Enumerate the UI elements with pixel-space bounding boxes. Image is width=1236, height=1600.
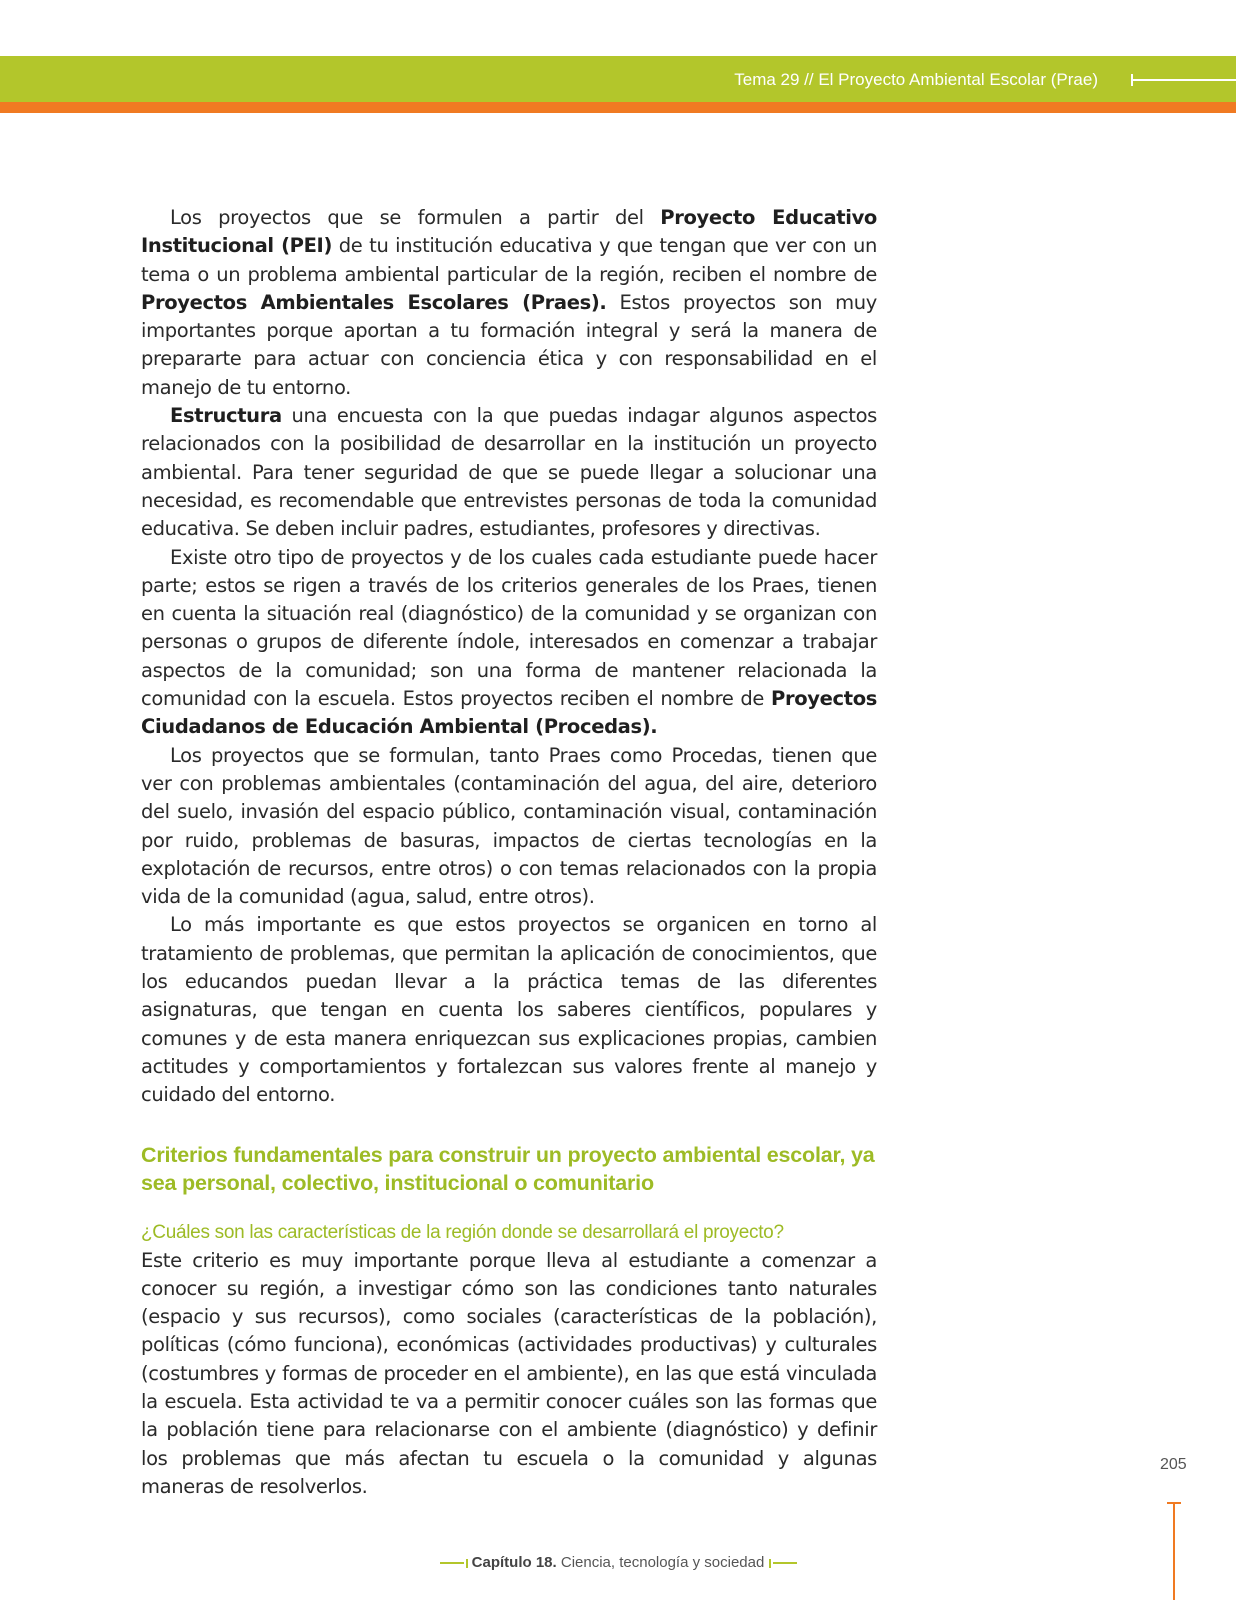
footer-rule-tick-right	[769, 1559, 771, 1568]
paragraph-praes	[141, 204, 877, 402]
bold-term-estructura: Estructura	[170, 404, 282, 428]
paragraph-text: de tu institución educativa y que tengan que ver con un tema o un problema ambiental particular de la región, reciben el nombre de	[141, 234, 877, 286]
footer-rule-left	[440, 1562, 464, 1564]
paragraph-text: Estos proyectos son muy importantes porque aportan a tu formación integral y será la manera de prepararte para actuar con conciencia ética y con responsabilidad en el manejo de tu entorno.	[141, 290, 877, 399]
paragraph-text: una encuesta con la que puedas indagar algunos aspectos relacionados con la posibilidad de desarrollar en la institución un proyecto ambiental. Para tener seguridad de que se puede llegar a solucionar una necesidad, es recomendable que entrevistes personas de toda la comunidad educativa. Se deben incluir padres, estudiantes, profesores y directivas.	[141, 404, 877, 541]
criterion-answer: Este criterio es muy importante porque lleva al estudiante a comenzar a conocer su región, a investigar cómo son las condiciones tanto naturales (espacio y sus recursos), como sociales (características de la población), políticas (cómo funciona), económicas (actividades productivas) y culturales (costumbres y formas de proceder en el ambiente), en las que está vinculada la escuela. Esta actividad te va a permitir conocer cuáles son las formas que la población tiene para relacionarse con el ambiente (diagnóstico) y definir los problemas que más afectan tu escuela o la comunidad y algunas maneras de resolverlos.	[141, 1248, 877, 1498]
main-content	[141, 204, 877, 1501]
footer-chapter-label: Capítulo 18.	[471, 1554, 557, 1571]
paragraph-encuesta	[141, 402, 877, 543]
paragraph-problemas-ambientales: Los proyectos que se formulan, tanto Praes como Procedas, tienen que ver con problemas ambientales (contaminación del agua, del aire, deterioro del suelo, invasión del espacio público, contaminación visual, contaminación por ruido, problemas de basuras, impactos de ciertas tecnologías en la explotación de recursos, entre otros) o con temas relacionados con la propia vida de la comunidad (agua, salud, entre otros).	[141, 743, 877, 909]
section-title: Criterios fundamentales para construir un proyecto ambiental escolar, ya sea personal, colectivo, institucional o comunitario	[141, 1142, 875, 1195]
bold-term-praes: Proyectos Ambientales Escolares (Praes).	[141, 290, 607, 314]
footer-rule-right	[773, 1562, 797, 1564]
paragraph-procedas	[141, 544, 877, 742]
page-number: 205	[1160, 1456, 1187, 1473]
running-footer	[0, 1554, 1236, 1571]
paragraph-text: Existe otro tipo de proyectos y de los cuales cada estudiante puede hacer parte; estos se rigen a través de los criterios generales de los Praes, tienen en cuenta la situación real (diagnóstico) de la comunidad y se organizan con personas o grupos de diferente índole, interesados en comenzar a trabajar aspectos de la comunidad; son una forma de mantener relacionada la comunidad con la escuela. Estos proyectos reciben el nombre de	[141, 545, 877, 711]
criterion-question: ¿Cuáles son las características de la región donde se desarrollará el proyecto?	[141, 1221, 784, 1243]
bold-term-procedas: Proyectos Ciudadanos de Educación Ambiental (Procedas).	[141, 687, 877, 739]
side-rule	[1173, 1503, 1175, 1600]
header-rule	[1132, 79, 1236, 81]
footer-rule-tick-left	[466, 1559, 468, 1568]
header-accent-stripe	[0, 102, 1236, 113]
paragraph-importancia: Lo más importante es que estos proyectos se organicen en torno al tratamiento de problemas, que permitan la aplicación de conocimientos, que los educandos puedan llevar a la práctica temas de las diferentes asignaturas, que tengan en cuenta los saberes científicos, populares y comunes y de esta manera enriquezcan sus explicaciones propias, cambien actitudes y comportamientos y fortalezcan sus valores frente al manejo y cuidado del entorno.	[141, 913, 877, 1107]
bold-term-pei: Proyecto Educativo Institucional (PEI)	[141, 206, 877, 258]
paragraph-text: Los proyectos que se formulen a partir del	[170, 206, 661, 229]
running-header-title: Tema 29 // El Proyecto Ambiental Escolar (Prae)	[734, 70, 1098, 89]
footer-chapter-title: Ciencia, tecnología y sociedad	[556, 1554, 765, 1571]
